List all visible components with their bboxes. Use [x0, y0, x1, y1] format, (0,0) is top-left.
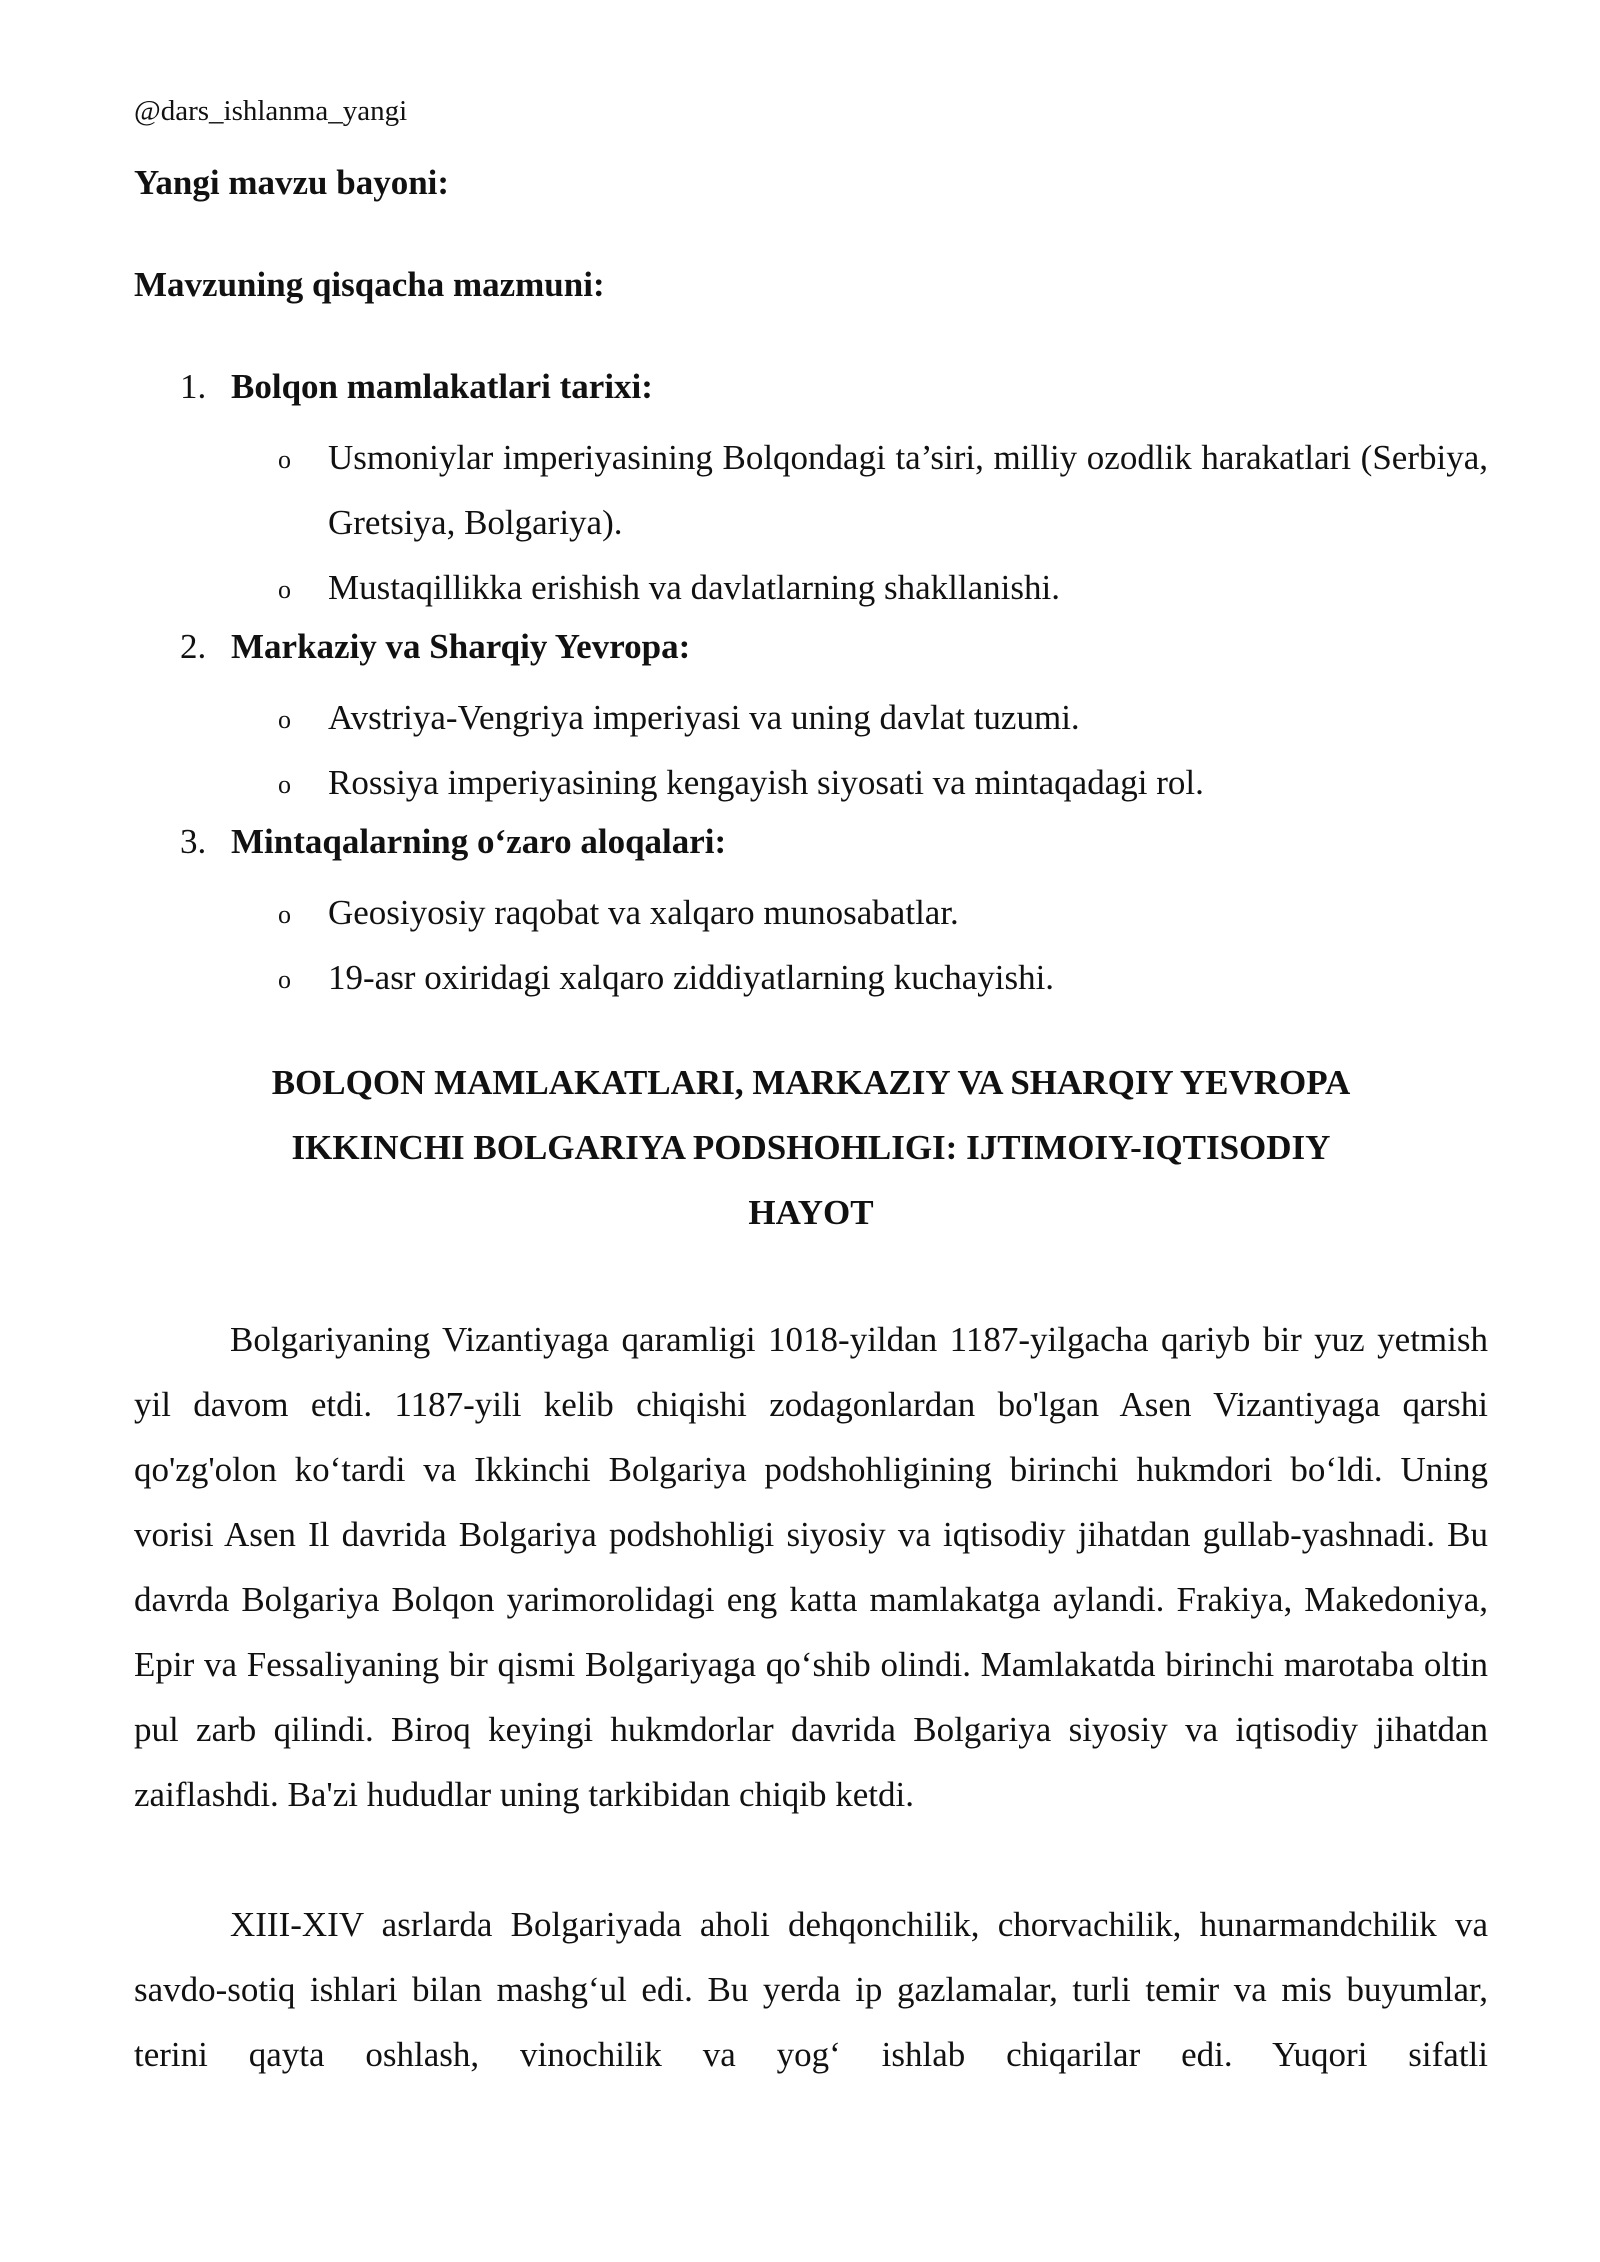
section-title-line: IKKINCHI BOLGARIYA PODSHOHLIGI: IJTIMOIY-IQTISODIY [291, 1128, 1331, 1167]
outline-subitem [278, 945, 1488, 1010]
bullet-marker: o [278, 575, 291, 604]
subitem-text: 19-asr oxiridagi xalqaro ziddiyatlarning kuchayishi. [328, 958, 1055, 997]
body-paragraph: Bolgariyaning Vizantiyaga qaramligi 1018-yildan 1187-yilgacha qariyb bir yuz yetmish yil davom etdi. 1187-yili kelib chiqishi zodagonlardan bo'lgan Asen Vizantiyaga qarshi qo'zg'olon ko‘tardi va Ikkinchi Bolgariya podshohligining birinchi hukmdori bo‘ldi. Uning vorisi Asen Il davrida Bolgariya podshohligi siyosiy va iqtisodiy jihatdan gullab-yashnadi. Bu davrda Bolgariya Bolqon yarimorolidagi eng katta mamlakatga aylandi. Frakiya, Makedoniya, Epir va Fessaliyaning bir qismi Bolgariyaga qo‘shib olindi. Mamlakatda birinchi marotaba oltin pul zarb qilindi. Biroq keyingi hukmdorlar davrida Bolgariya siyosiy va iqtisodiy jihatdan zaiflashdi. Ba'zi hududlar uning tarkibidan chiqib ketdi. [134, 1320, 1488, 1814]
outline-item [180, 822, 726, 862]
outline-label: Bolqon mamlakatlari tarixi: [231, 367, 653, 406]
outline-number: 1. [180, 367, 207, 406]
new-topic-heading: Yangi mavzu bayoni: [134, 163, 450, 202]
outline-label: Mintaqalarning o‘zaro aloqalari: [231, 822, 727, 861]
outline-label: Markaziy va Sharqiy Yevropa: [231, 627, 691, 666]
bullet-marker: o [278, 770, 291, 799]
outline-number: 2. [180, 627, 207, 666]
bullet-marker: o [278, 705, 291, 734]
outline-number: 3. [180, 822, 207, 861]
summary-heading: Mavzuning qisqacha mazmuni: [134, 265, 605, 304]
subitem-text: Mustaqillikka erishish va davlatlarning shakllanishi. [328, 568, 1060, 607]
subitem-text: Geosiyosiy raqobat va xalqaro munosabatlar. [328, 893, 959, 932]
outline-subitem [278, 750, 1488, 815]
outline-subitem [278, 555, 1488, 620]
subitem-text: Avstriya-Vengriya imperiyasi va uning davlat tuzumi. [328, 698, 1080, 737]
bullet-marker: o [278, 965, 291, 994]
channel-handle: @dars_ishlanma_yangi [134, 95, 408, 127]
section-title-line: HAYOT [748, 1193, 874, 1232]
section-title-line: BOLQON MAMLAKATLARI, MARKAZIY VA SHARQIY YEVROPA [271, 1063, 1351, 1102]
outline-subitem [278, 425, 1488, 555]
bullet-marker: o [278, 900, 291, 929]
outline-subitem [278, 880, 1488, 945]
outline-item [180, 627, 690, 667]
subitem-text: Rossiya imperiyasining kengayish siyosati va mintaqadagi rol. [328, 763, 1204, 802]
section-title [134, 1050, 1488, 1245]
body-paragraph: XIII-XIV asrlarda Bolgariyada aholi dehqonchilik, chorvachilik, hunarmandchilik va savdo-sotiq ishlari bilan mashg‘ul edi. Bu yerda ip gazlamalar, turli temir va mis buyumlar, terini qayta oshlash, vinochilik va yog‘ ishlab chiqarilar edi. Yuqori sifatli [134, 1905, 1488, 2074]
subitem-text: Usmoniylar imperiyasining Bolqondagi ta’siri, milliy ozodlik harakatlari (Serbiya, Gretsiya, Bolgariya). [328, 438, 1488, 542]
outline-subitem [278, 685, 1488, 750]
bullet-marker: o [278, 445, 291, 474]
outline-item [180, 367, 653, 407]
